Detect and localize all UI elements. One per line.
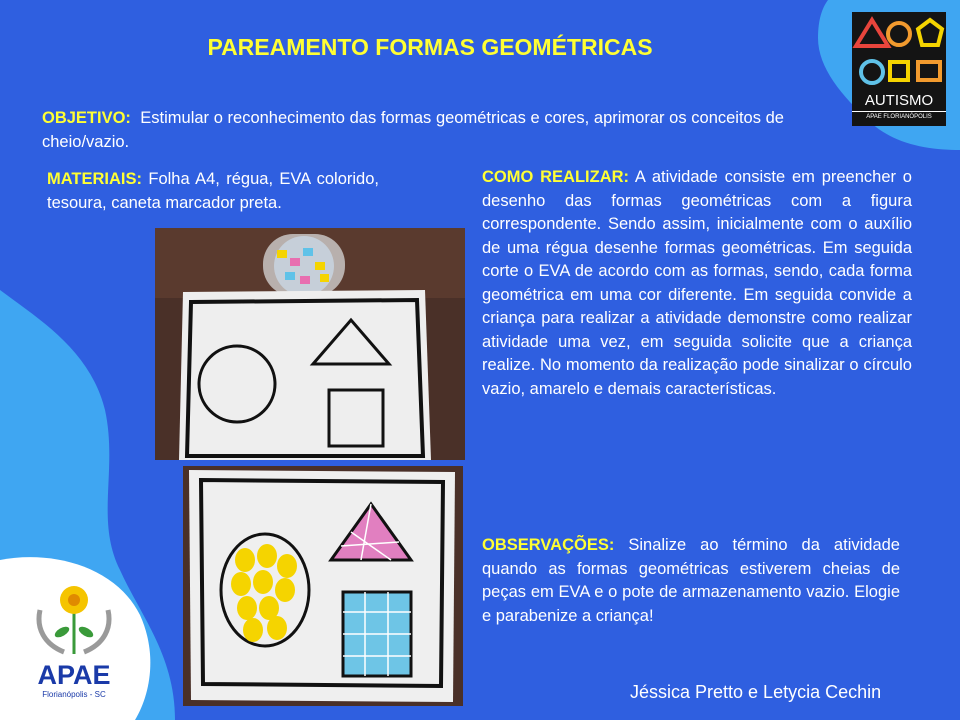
- objetivo-label: OBJETIVO:: [42, 109, 131, 127]
- autismo-logo-word: AUTISMO: [864, 92, 934, 109]
- como-realizar-text: A atividade consiste em preencher o desenho das formas geométricas com a figura correspondente. Sendo assim, inicialmente com o auxílio de uma régua desenhe formas geométricas. Em seguida corte o EVA de acordo com as formas, sendo, cada forma geométrica em uma cor diferente. Em seguida convide a criança para realizar a atividade demonstre como realizar atividade uma vez, em seguida solicite que a criança realize. No momento da realização pode sinalizar o círculo vazio, amarelo e demais características.: [482, 168, 912, 398]
- observacoes-text: Sinalize ao término da atividade quando as formas geométricas estiverem cheias de peças em EVA e o pote de armazenamento vazio. Elogie e parabenize a criança!: [482, 536, 900, 625]
- observacoes-label: OBSERVAÇÕES:: [482, 536, 615, 554]
- como-realizar-label: COMO REALIZAR:: [482, 168, 630, 186]
- flower-hands-icon: [30, 580, 118, 660]
- apae-logo: [30, 580, 118, 704]
- page-title: PAREAMENTO FORMAS GEOMÉTRICAS: [207, 34, 653, 60]
- autismo-logo: [852, 12, 946, 126]
- apae-logo-city: Florianópolis - SC: [42, 690, 106, 699]
- como-realizar-paragraph: [482, 166, 912, 401]
- materiais-label: MATERIAIS:: [47, 170, 143, 188]
- authors: Jéssica Pretto e Letycia Cechin: [630, 682, 882, 702]
- materiais-text: Folha A4, régua, EVA colorido, tesoura, caneta marcador preta.: [47, 170, 379, 212]
- completed-board-photo: [183, 466, 463, 706]
- objetivo-text: Estimular o reconhecimento das formas geométricas e cores, aprimorar os conceitos de cheio/vazio.: [42, 109, 784, 151]
- empty-board-photo: [155, 228, 465, 460]
- autismo-logo-subtitle: APAE FLORIANÓPOLIS: [852, 111, 946, 120]
- materiais-paragraph: [47, 168, 379, 215]
- apae-logo-word: APAE: [37, 660, 111, 690]
- objetivo-paragraph: [42, 107, 784, 154]
- observacoes-paragraph: [482, 534, 900, 628]
